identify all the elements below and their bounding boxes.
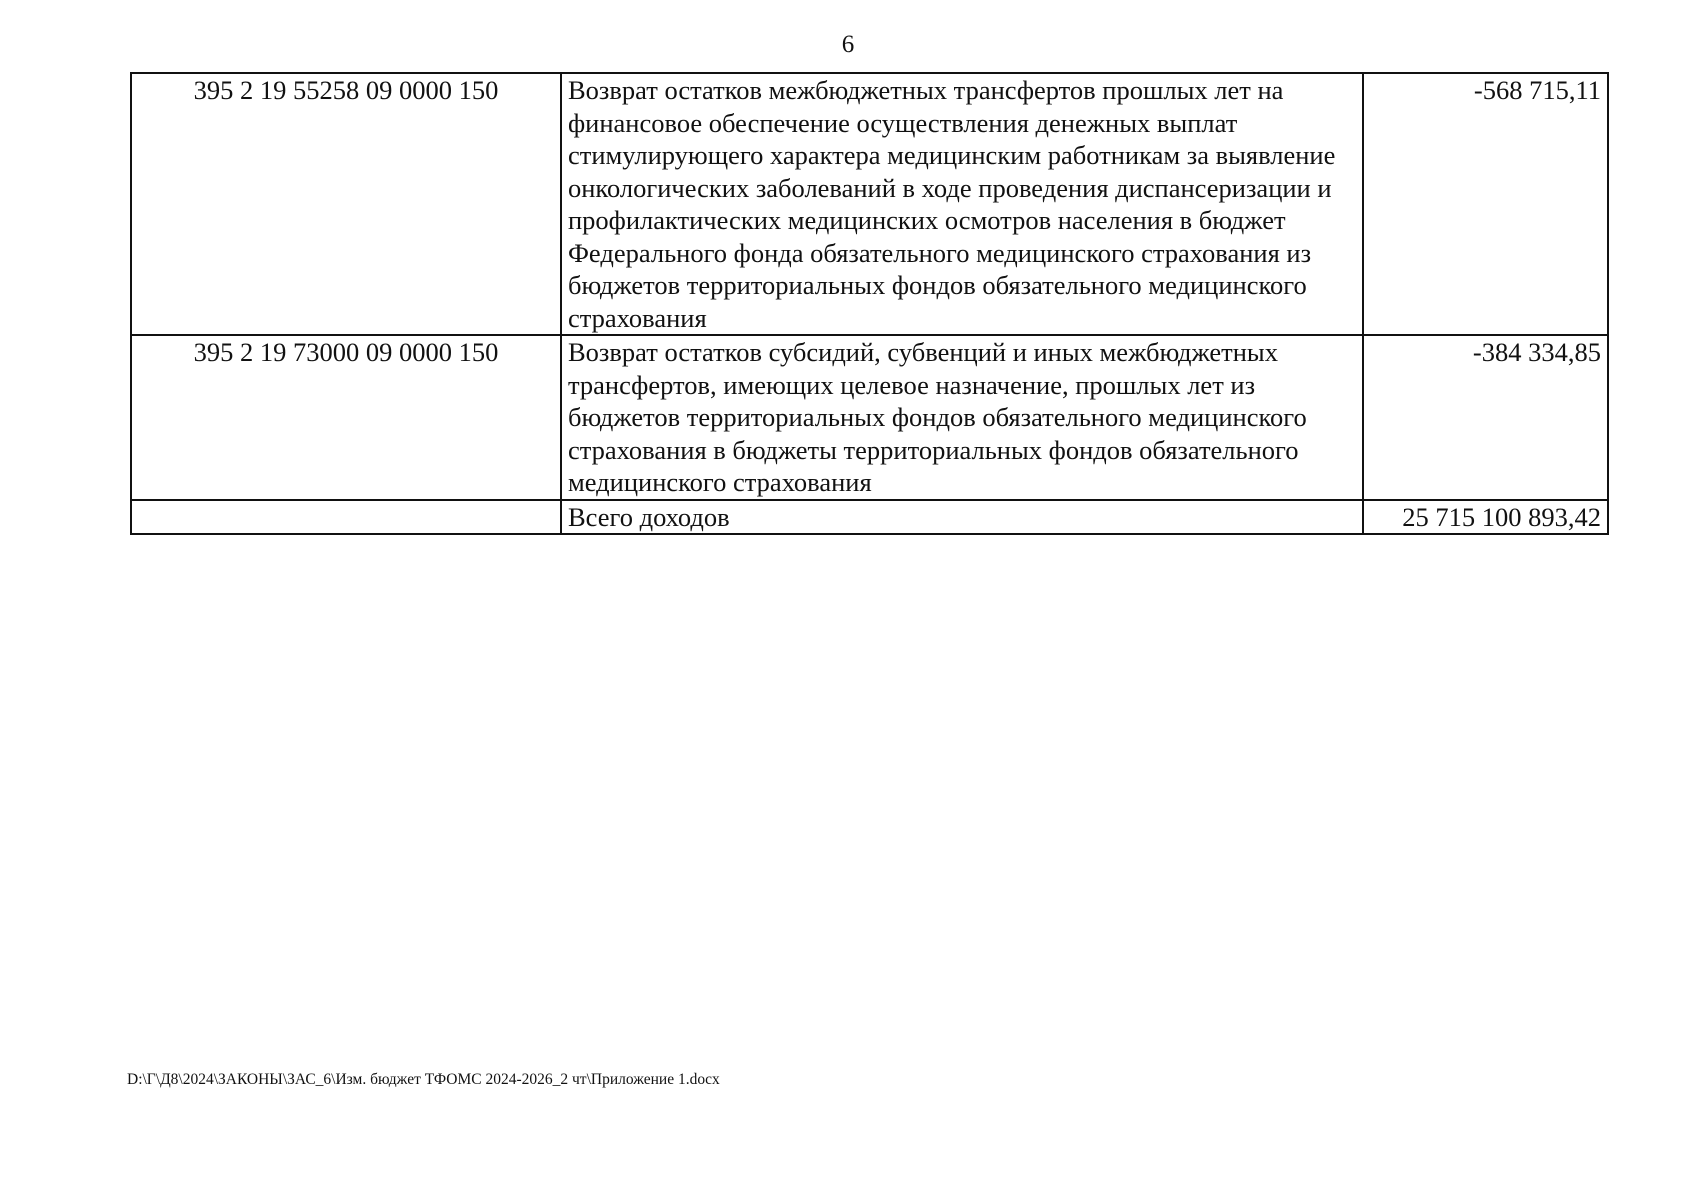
budget-code-cell	[131, 500, 561, 535]
total-amount-cell: 25 715 100 893,42	[1363, 500, 1608, 535]
budget-code-cell: 395 2 19 73000 09 0000 150	[131, 335, 561, 500]
budget-revenue-table	[130, 72, 1609, 535]
page-number: 6	[841, 31, 855, 58]
table-row	[131, 73, 1608, 335]
revenue-name-cell: Возврат остатков субсидий, субвенций и иных межбюджетных трансфертов, имеющих целевое назначение, прошлых лет из бюджетов территориальных фондов обязательного медицинского страхования в бюджеты территориальных фондов обязательного медицинского страхования	[561, 335, 1363, 500]
document-file-path: D:\Г\Д8\2024\ЗАКОНЫ\ЗАС_6\Изм. бюджет ТФОМС 2024-2026_2 чт\Приложение 1.docx	[127, 1071, 720, 1088]
total-row	[131, 500, 1608, 535]
revenue-name-cell: Возврат остатков межбюджетных трансфертов прошлых лет на финансовое обеспечение осуществления денежных выплат стимулирующего характера медицинским работникам за выявление онкологических заболеваний в ходе проведения диспансеризации и профилактических медицинских осмотров населения в бюджет Федерального фонда обязательного медицинского страхования из бюджетов территориальных фондов обязательного медицинского страхования	[561, 73, 1363, 335]
budget-code-cell: 395 2 19 55258 09 0000 150	[131, 73, 561, 335]
table-row	[131, 335, 1608, 500]
amount-cell: -384 334,85	[1363, 335, 1608, 500]
amount-cell: -568 715,11	[1363, 73, 1608, 335]
total-label-cell: Всего доходов	[561, 500, 1363, 535]
